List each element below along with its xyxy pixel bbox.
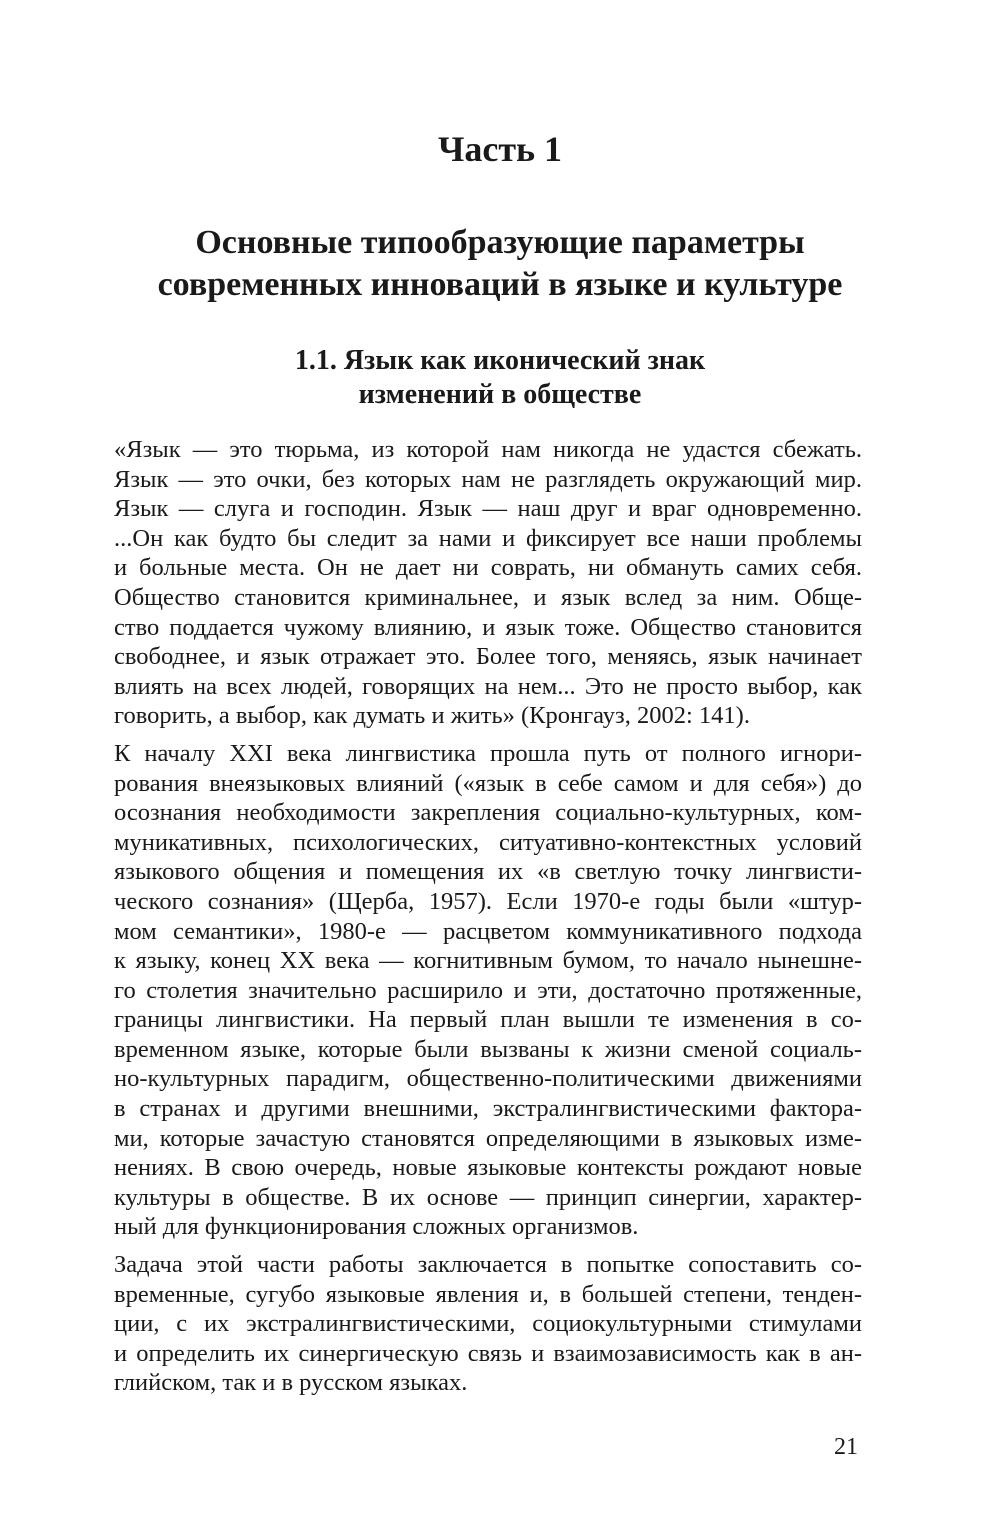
part-subtitle-line: современных инноваций в языке и культуре	[157, 266, 843, 303]
body-text	[82, 435, 862, 1406]
text-line: и больные места. Он не дает ни соврать, ни обмануть самих себя.	[114, 554, 862, 582]
part-title: Часть 1	[437, 129, 563, 169]
text-line: культуры в обществе. В их основе — принцип синергии, характер-	[114, 1183, 862, 1211]
text-line: ми, которые зачастую становятся определяющими в языковых изме-	[114, 1124, 862, 1152]
text-line: ческого сознания» (Щерба, 1957). Если 1970-е годы были «штур-	[114, 887, 862, 915]
text-line: го столетия значительно расширило и эти, достаточно протяженные,	[114, 976, 862, 1004]
text-line: «Язык — это тюрьма, из которой нам никогда не удастся сбежать.	[114, 436, 862, 463]
text-line: ции, с их экстралингвистическими, социокультурными стимулами	[114, 1310, 862, 1338]
part-subtitle	[60, 222, 940, 306]
text-line: и определить их синергическую связь и взаимозависимость как в ан-	[114, 1339, 862, 1367]
text-line: К началу XXI века лингвистика прошла путь от полного игнори-	[114, 739, 862, 767]
text-line: рования внеязыковых влияний («язык в себе самом и для себя») до	[114, 769, 862, 797]
paragraph-task	[82, 1250, 862, 1398]
text-line: но-культурных парадигм, общественно-политическими движениями	[114, 1065, 862, 1093]
part-subtitle-line: Основные типообразующие параметры	[195, 224, 805, 261]
text-line: муникативных, психологических, ситуативно-контекстных условий	[114, 828, 862, 856]
text-line: границы лингвистики. На первый план вышли те изменения в со-	[114, 1006, 862, 1034]
text-line: языкового общения и помещения их «в светлую точку лингвисти-	[114, 858, 862, 886]
text-line: Общество становится криминальнее, и язык вслед за ним. Обще-	[114, 583, 862, 611]
section-title-line: изменений в обществе	[358, 379, 642, 410]
text-line: свободнее, и язык отражает это. Более того, меняясь, язык начинает	[114, 643, 862, 671]
text-line: ...Он как будто бы следит за нами и фиксирует все наши проблемы	[114, 524, 862, 552]
text-line: Язык — слуга и господин. Язык — наш друг и враг одновременно.	[114, 495, 862, 523]
text-line: ство поддается чужому влиянию, и язык тоже. Общество становится	[114, 613, 862, 641]
text-line: Язык — это очки, без которых нам не разглядеть окружающий мир.	[114, 465, 862, 493]
section-title	[150, 344, 850, 412]
text-line: влиять на всех людей, говорящих на нем... Это не просто выбор, как	[114, 672, 862, 700]
text-line: глийском, так и в русском языках.	[114, 1369, 468, 1397]
text-line: ный для функционирования сложных организмов.	[114, 1213, 639, 1241]
paragraph-quote	[82, 435, 862, 731]
page-number: 21	[834, 1434, 858, 1460]
text-line: к языку, конец XX века — когнитивным бумом, то начало нынешне-	[114, 947, 862, 975]
text-line: осознания необходимости закрепления социально-культурных, ком-	[114, 799, 862, 827]
section-title-line: 1.1. Язык как иконический знак	[294, 345, 706, 376]
text-line: мом семантики», 1980-е — расцветом коммуникативного подхода	[114, 917, 862, 945]
text-line: нениях. В свою очередь, новые языковые контексты рождают новые	[114, 1154, 862, 1182]
text-line: в странах и другими внешними, экстралингвистическими фактора-	[114, 1095, 862, 1123]
text-line: временном языке, которые были вызваны к жизни сменой социаль-	[114, 1035, 862, 1063]
text-line: говорить, а выбор, как думать и жить» (Кронгауз, 2002: 141).	[114, 702, 750, 730]
text-line: Задача этой части работы заключается в попытке сопоставить со-	[114, 1251, 862, 1279]
text-line: временные, сугубо языковые явления и, в большей степени, тенден-	[114, 1280, 862, 1308]
paragraph-linguistics	[82, 739, 862, 1242]
